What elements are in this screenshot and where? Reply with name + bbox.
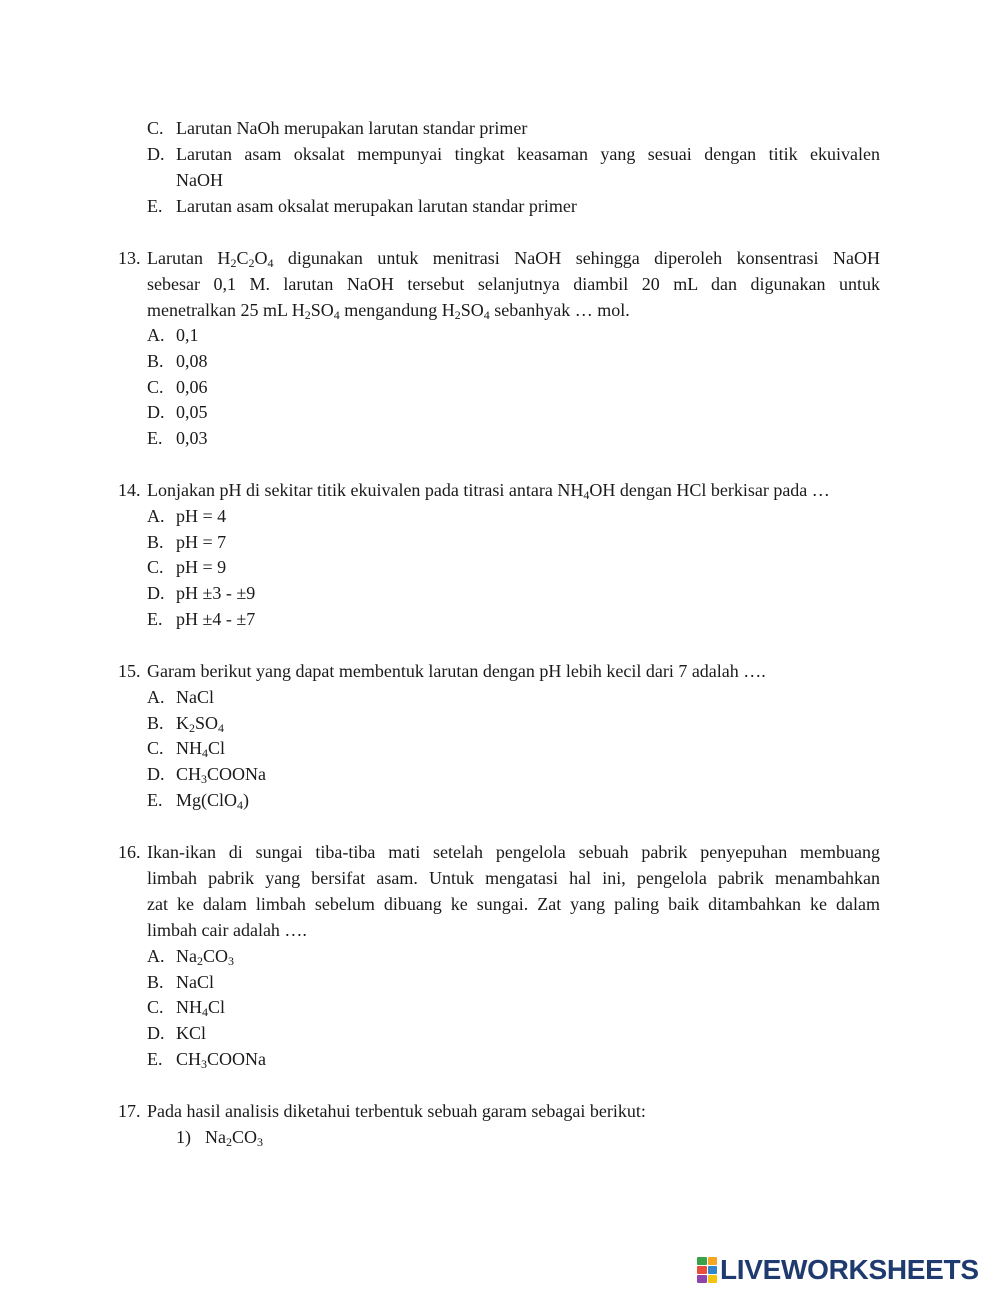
q13-option-a[interactable] <box>147 322 199 348</box>
q14-stem: 14. Lonjakan pH di sekitar titik ekuivalen pada titrasi antara $NH_4OH$ dengan HCl berkisar pada … <box>118 477 830 503</box>
q15-option-c[interactable]: C. $NH_4Cl$ <box>147 735 225 761</box>
option-text: pH ±4 - ±7 <box>176 609 256 629</box>
q16-stem-line2: limbah pabrik yang bersifat asam. Untuk mengatasi hal ini, pengelola pabrik menambahkan <box>147 868 880 888</box>
option-text: Larutan asam oksalat mempunyai tingkat keasaman yang sesuai dengan titik ekuivalen <box>176 144 880 164</box>
q13-stem-line3: menetralkan 25 mL $H_2SO_4$ mengandung $H_2SO_4$ sebanhyak … mol. <box>147 300 630 322</box>
option-text: 0,06 <box>176 377 208 397</box>
item-label: 1) <box>176 1127 191 1147</box>
q15-option-e[interactable]: E. Mg(ClO$_4$) <box>147 787 249 813</box>
option-text: pH ±3 - ±9 <box>176 583 256 603</box>
q16-stem-line3: zat ke dalam limbah sebelum dibuang ke sungai. Zat yang paling baik ditambahkan ke dalam <box>147 894 880 914</box>
q16-stem-line4: limbah cair adalah …. <box>147 920 307 940</box>
option-label: E. <box>147 609 163 629</box>
option-text: NaOH <box>176 170 223 190</box>
q12-option-c[interactable] <box>147 115 527 141</box>
option-label: E. <box>147 428 163 448</box>
option-label: D. <box>147 764 165 784</box>
option-text: pH = 7 <box>176 532 227 552</box>
q16-option-c[interactable]: C. $NH_4Cl$ <box>147 994 225 1020</box>
option-label: A. <box>147 325 165 345</box>
option-text: 0,1 <box>176 325 199 345</box>
option-label: B. <box>147 972 164 992</box>
option-label: A. <box>147 506 165 526</box>
option-label: D. <box>147 144 165 164</box>
liveworksheets-logo-mark-icon <box>697 1257 717 1283</box>
option-label: D. <box>147 1023 165 1043</box>
q13-option-d[interactable] <box>147 399 208 425</box>
q12-option-e[interactable] <box>147 193 577 219</box>
option-text: NaCl <box>176 687 214 707</box>
option-label: E. <box>147 1049 163 1069</box>
option-text: 0,08 <box>176 351 208 371</box>
q16-option-b[interactable]: B. NaCl <box>147 969 214 995</box>
q15-option-d[interactable]: D. $CH_3COONa$ <box>147 761 266 787</box>
q13-stem-line1: 13. Larutan $H_2C_2O_4$ digunakan untuk menitrasi NaOH sehingga diperoleh konsentrasi NaOH <box>118 245 880 271</box>
question-number: 15. <box>118 661 141 681</box>
q13-option-e[interactable] <box>147 425 208 451</box>
logo-mark-block <box>697 1257 707 1265</box>
option-label: B. <box>147 532 164 552</box>
q16-option-d[interactable]: D. KCl <box>147 1020 206 1046</box>
option-text: Larutan asam oksalat merupakan larutan standar primer <box>176 196 577 216</box>
option-text: 0,03 <box>176 428 208 448</box>
q17-stem: 17. Pada hasil analisis diketahui terbentuk sebuah garam sebagai berikut: <box>118 1098 646 1124</box>
q17-item-1: 1) $Na_2CO_3$ <box>176 1124 263 1150</box>
q12-option-d-continued <box>176 167 223 193</box>
question-number: 17. <box>118 1101 141 1121</box>
q16-option-a[interactable]: A. $Na_2CO_3$ <box>147 943 234 969</box>
q16-option-e[interactable]: E. $CH_3COONa$ <box>147 1046 266 1072</box>
option-text: pH = 4 <box>176 506 227 526</box>
q15-option-a[interactable] <box>147 684 214 710</box>
option-label: E. <box>147 790 163 810</box>
option-label: B. <box>147 713 164 733</box>
option-text: Larutan NaOh merupakan larutan standar primer <box>176 118 528 138</box>
option-label: D. <box>147 583 165 603</box>
q14-option-c[interactable] <box>147 554 226 580</box>
liveworksheets-logo[interactable] <box>697 1255 979 1285</box>
q14-option-a[interactable] <box>147 503 226 529</box>
q15-option-b[interactable]: B. $K_2SO_4$ <box>147 710 224 736</box>
option-label: D. <box>147 402 165 422</box>
option-text: 0,05 <box>176 402 208 422</box>
q13-stem-line2: sebesar 0,1 M. larutan NaOH tersebut selanjutnya diambil 20 mL dan digunakan untuk <box>147 274 880 294</box>
q14-option-d[interactable] <box>147 580 255 606</box>
option-label: C. <box>147 377 164 397</box>
q15-stem: 15. Garam berikut yang dapat membentuk larutan dengan pH lebih kecil dari 7 adalah …. <box>118 658 766 684</box>
logo-mark-block <box>697 1275 707 1283</box>
option-label: B. <box>147 351 164 371</box>
q13-option-c[interactable] <box>147 374 208 400</box>
logo-mark-block <box>708 1257 718 1265</box>
q16-stem-line1: 16. Ikan-ikan di sungai tiba-tiba mati setelah pengelola sebuah pabrik penyepuhan membuang <box>118 839 880 865</box>
q12-option-d[interactable] <box>147 141 880 167</box>
option-label: E. <box>147 196 163 216</box>
q14-option-e[interactable] <box>147 606 255 632</box>
q13-option-b[interactable] <box>147 348 208 374</box>
logo-mark-block <box>697 1266 707 1274</box>
option-label: A. <box>147 946 165 966</box>
logo-mark-block <box>708 1275 718 1283</box>
question-number: 16. <box>118 842 141 862</box>
option-label: C. <box>147 997 164 1017</box>
option-label: C. <box>147 118 164 138</box>
question-number: 13. <box>118 248 141 268</box>
option-label: C. <box>147 738 164 758</box>
question-number: 14. <box>118 480 141 500</box>
option-label: A. <box>147 687 165 707</box>
q14-option-b[interactable] <box>147 529 226 555</box>
option-text: pH = 9 <box>176 557 227 577</box>
option-label: C. <box>147 557 164 577</box>
logo-mark-block <box>708 1266 718 1274</box>
logo-text: LIVEWORKSHEETS <box>720 1254 979 1285</box>
